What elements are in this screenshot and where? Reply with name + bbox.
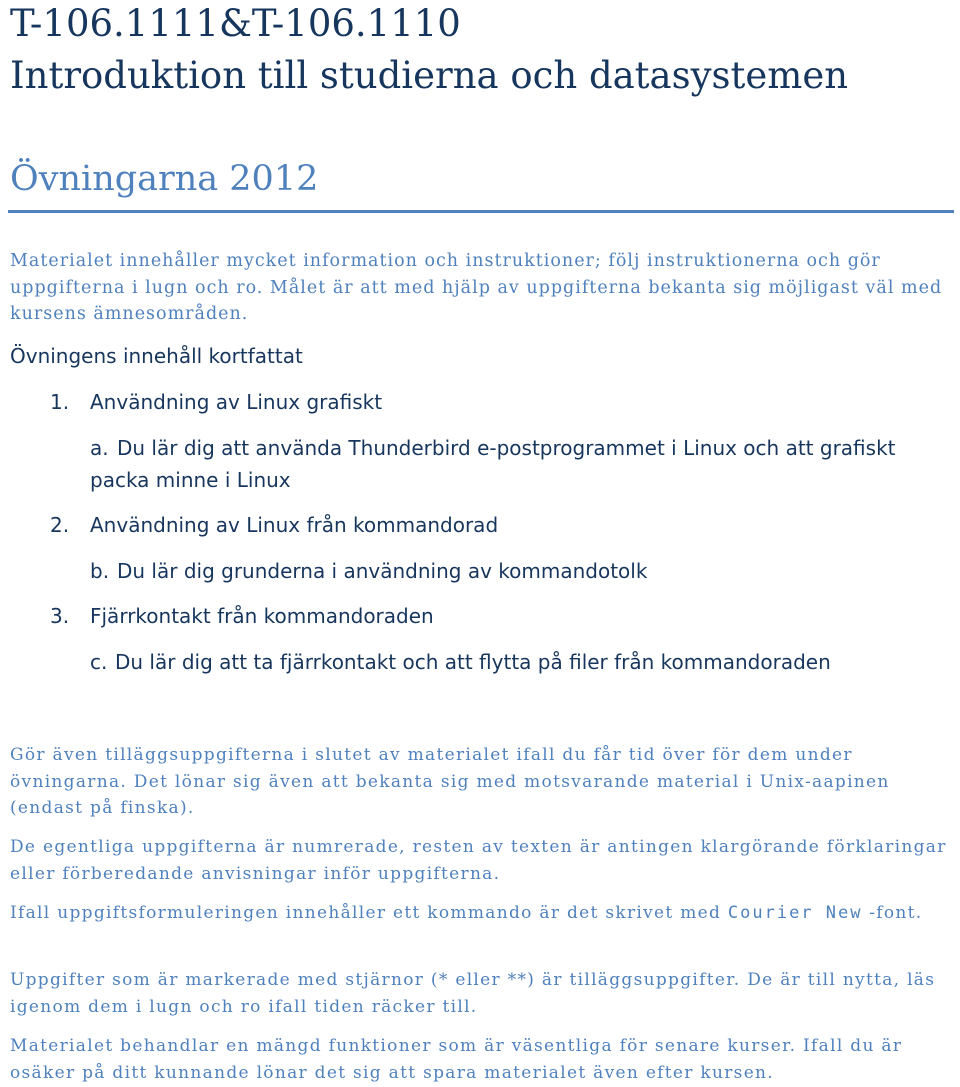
intro-paragraph: Materialet innehåller mycket information och instruktioner; följ instruktionerna och gör uppgifterna i lugn och ro. Målet är att med hjälp av uppgifterna bekanta sig möjligast väl med kursens ämnesområden. [10,251,943,324]
sub-item-text: Du lär dig grunderna i användning av kommandotolk [117,559,648,583]
list-item-number: 2. [50,513,70,537]
command-font-name: Courier New [727,903,863,923]
document-subtitle: Övningarna 2012 [10,159,319,199]
list-item-number: 3. [50,604,70,628]
sub-item-letter: c. [90,650,108,674]
command-note-text: Ifall uppgiftsformuleringen innehåller ett kommando är det skrivet med [10,903,728,923]
course-code: T-106.1111&T-106.1110 [10,2,461,45]
starred-tasks-note: Uppgifter som är markerade med stjärnor (* eller **) är tilläggsuppgifter. De är till nytta, läs igenom dem i lugn och ro ifall tiden räcker till. [10,970,936,1017]
sub-item-continuation [90,464,291,496]
course-title: Introduktion till studierna och datasystemen [10,54,849,97]
sub-item-text: Du lär dig att ta fjärrkontakt och att flytta på filer från kommandoraden [115,650,831,674]
material-note: Materialet behandlar en mängd funktioner som är väsentliga för senare kurser. Ifall du är osäker på ditt kunnande lönar det sig att spara materialet även efter kursen. [10,1036,903,1083]
sub-item-letter: a. [90,436,109,460]
list-item-title: Användning av Linux från kommandorad [90,513,499,537]
list-item-title: Fjärrkontakt från kommandoraden [90,604,434,628]
extra-tasks-note: Gör även tilläggsuppgifterna i slutet av materialet ifall du får tid över för dem under övningarna. Det lönar sig även att bekanta sig med motsvarande material i Unix-aapinen (endast på finska). [10,745,890,818]
contents-heading: Övningens innehåll kortfattat [10,344,303,368]
numbered-tasks-note: De egentliga uppgifterna är numrerade, resten av texten är antingen klargörande förklaringar eller förberedande anvisningar inför uppgifterna. [10,837,947,884]
sub-item-letter: b. [90,559,110,583]
command-font-note [10,900,950,927]
title-divider [8,210,954,213]
list-item-number: 1. [50,390,70,414]
sub-item-text: Du lär dig att använda Thunderbird e-postprogrammet i Linux och att grafiskt [117,436,896,460]
list-item-title: Användning av Linux grafiskt [90,390,383,414]
command-note-suffix: -font. [862,903,923,923]
sub-item-text-continued: packa minne i Linux [90,468,291,492]
